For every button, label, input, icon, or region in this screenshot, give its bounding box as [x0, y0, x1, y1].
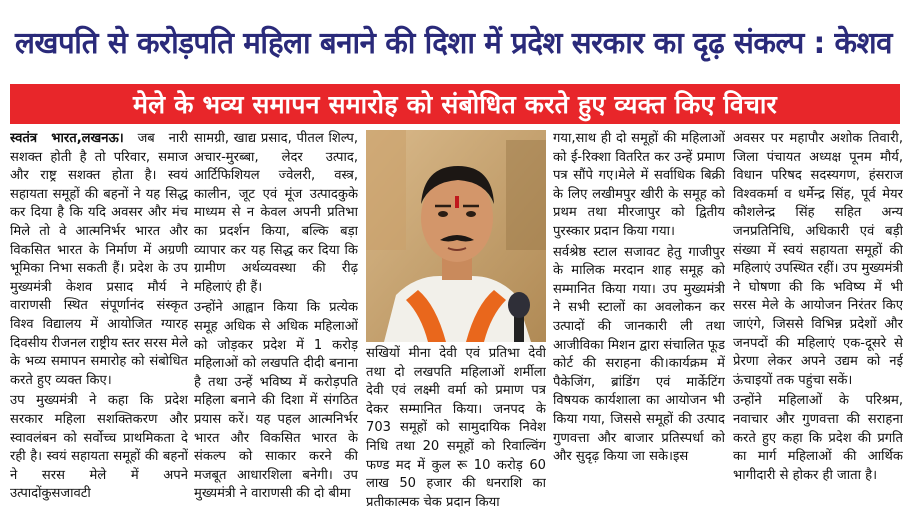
- paragraph-text: जब नारी सशक्त होती है तो परिवार, समाज और राष्ट्र सशक्त होता है। स्वयं सहायता समूहों की बहनों ने यह सिद्ध कर दिया है कि यदि अवसर और मंच मिले तो वे आत्मनिर्भर भारत और विकसित भारत के निर्माण में अग्रणी भूमिका निभा सकती हैं। प्रदेश के उप मुख्यमंत्री केशव प्रसाद मौर्य ने वाराणसी स्थित संपूर्णानंद संस्कृत विश्व विद्यालय में आयोजित ग्यारह दिवसीय रीजनल राष्ट्रीय स्तर सरस मेले के भव्य समापन समारोह को संबोधित करते हुए व्यक्त किए।: [10, 131, 188, 388]
- paragraph: [10, 130, 188, 390]
- paragraph: अवसर पर महापौर अशोक तिवारी, जिला पंचायत अध्यक्ष पूनम मौर्य, विधान परिषद सदस्यगण, हंसराज विश्वकर्मा व धर्मेन्द्र सिंह, पूर्व मेयर कौशलेन्द्र सिंह सहित अन्य जनप्रतिनिधि, अधिकारी एवं बड़ी संख्या में स्वयं सहायता समूहों की महिलाएं उपस्थित रहीं। उप मुख्यमंत्री ने घोषणा की कि भविष्य में भी सरस मेले के आयोजन निरंतर किए जाएंगे, जिससे विभिन्न प्रदेशों और जनपदों की महिलाएं एक-दूसरे से प्रेरणा लेकर अपने उद्यम को नई ऊंचाइयों तक पहुंचा सकें।: [733, 131, 903, 388]
- paragraph: सर्वश्रेष्ठ स्टाल सजावट हेतु गाजीपुर के मालिक मरदान शाह समूह को सम्मानित किया गया। उप मुख्यमंत्री ने सभी स्टालों का अवलोकन कर उत्पादों की जानकारी ली तथा आजीविका मिशन द्वारा संचालित फूड कोर्ट की सराहना की।कार्यक्रम में पैकेजिंग, ब्रांडिंग एवं मार्केटिंग विषयक कार्यशाला का आयोजन भी किया गया, जिससे समूहों की उत्पाद गुणवत्ता और बाजार प्रतिस्पर्धा को और सुदृढ़ किया जा सके।इस: [553, 244, 725, 465]
- article-column-3: [366, 345, 546, 516]
- article-column-2: [194, 130, 358, 516]
- paragraph: सामग्री, खाद्य प्रसाद, पीतल शिल्प, अचार-मुरब्बा, लेदर उत्पाद, आर्टिफिशियल ज्वेलरी, वस्त्र, कालीन, जूट एवं मूंज उत्पादकुके माध्यम से न केवल अपनी प्रतिभा का प्रदर्शन किया, बल्कि बड़ा व्यापार कर यह सिद्ध कर दिया कि ग्रामीण अर्थव्यवस्था की रीढ़ महिलाएं ही हैं।: [194, 131, 358, 295]
- dateline: स्वतंत्र भारत,लखनऊ।: [10, 131, 124, 146]
- subheadline-banner: मेले के भव्य समापन समारोह को संबोधित करते हुए व्यक्त किए विचार: [10, 84, 900, 124]
- paragraph: उन्होंने आह्वान किया कि प्रत्येक समूह अधिक से अधिक महिलाओं को जोड़कर प्रदेश में 1 करोड़ महिलाओं को लखपति दीदी बनाना है तथा उन्हें भविष्य में करोड़पति महिला बनाने की दिशा में संगठित प्रयास करें। यह पहल आत्मनिर्भर भारत और विकसित भारत के संकल्प को साकार करने की मजबूत आधारशिला बनेगी। उप मुख्यमंत्री ने वाराणसी की दो बीमा: [194, 300, 358, 502]
- article-column-1: [10, 130, 188, 516]
- speaker-photo: [366, 130, 546, 342]
- paragraph: उन्होंने महिलाओं के परिश्रम, नवाचार और गुणवत्ता की सराहना करते हुए कहा कि प्रदेश की प्रगति का मार्ग महिलाओं की आर्थिक भागीदारी से होकर ही जाता है।: [733, 393, 903, 483]
- article-column-5: [733, 130, 903, 516]
- paragraph: गया,साथ ही दो समूहों की महिलाओं को ई-रिक्शा वितरित कर उन्हें प्रमाण पत्र सौंपे गए।मेले में सर्वाधिक बिक्री के लिए लखीमपुर खीरी के समूह को प्रथम तथा मीरजापुर को द्वितीय पुरस्कार प्रदान किया गया।: [553, 131, 725, 239]
- paragraph: सखियों मीना देवी एवं प्रतिभा देवी तथा दो लखपति महिलाओं शर्मीला देवी एवं लक्ष्मी वर्मा को प्रमाण पत्र देकर सम्मानित किया। जनपद के 703 समूहों को सामुदायिक निवेश निधि तथा 20 समूहों को रिवाल्विंग फण्ड मद में कुल रू 10 करोड़ 60 लाख 50 हजार की धनराशि का प्रतीकात्मक चेक प्रदान किया: [366, 346, 546, 510]
- paragraph: उप मुख्यमंत्री ने कहा कि प्रदेश सरकार महिला सशक्तिकरण और स्वावलंबन को सर्वोच्च प्राथमिकता दे रही है। स्वयं सहायता समूहों की बहनों ने सरस मेले में अपने उत्पादोंकुसजावटी: [10, 393, 188, 502]
- headline: लखपति से करोड़पति महिला बनाने की दिशा में प्रदेश सरकार का दृढ़ संकल्प : केशव: [14, 25, 893, 61]
- article-column-4: [553, 130, 725, 516]
